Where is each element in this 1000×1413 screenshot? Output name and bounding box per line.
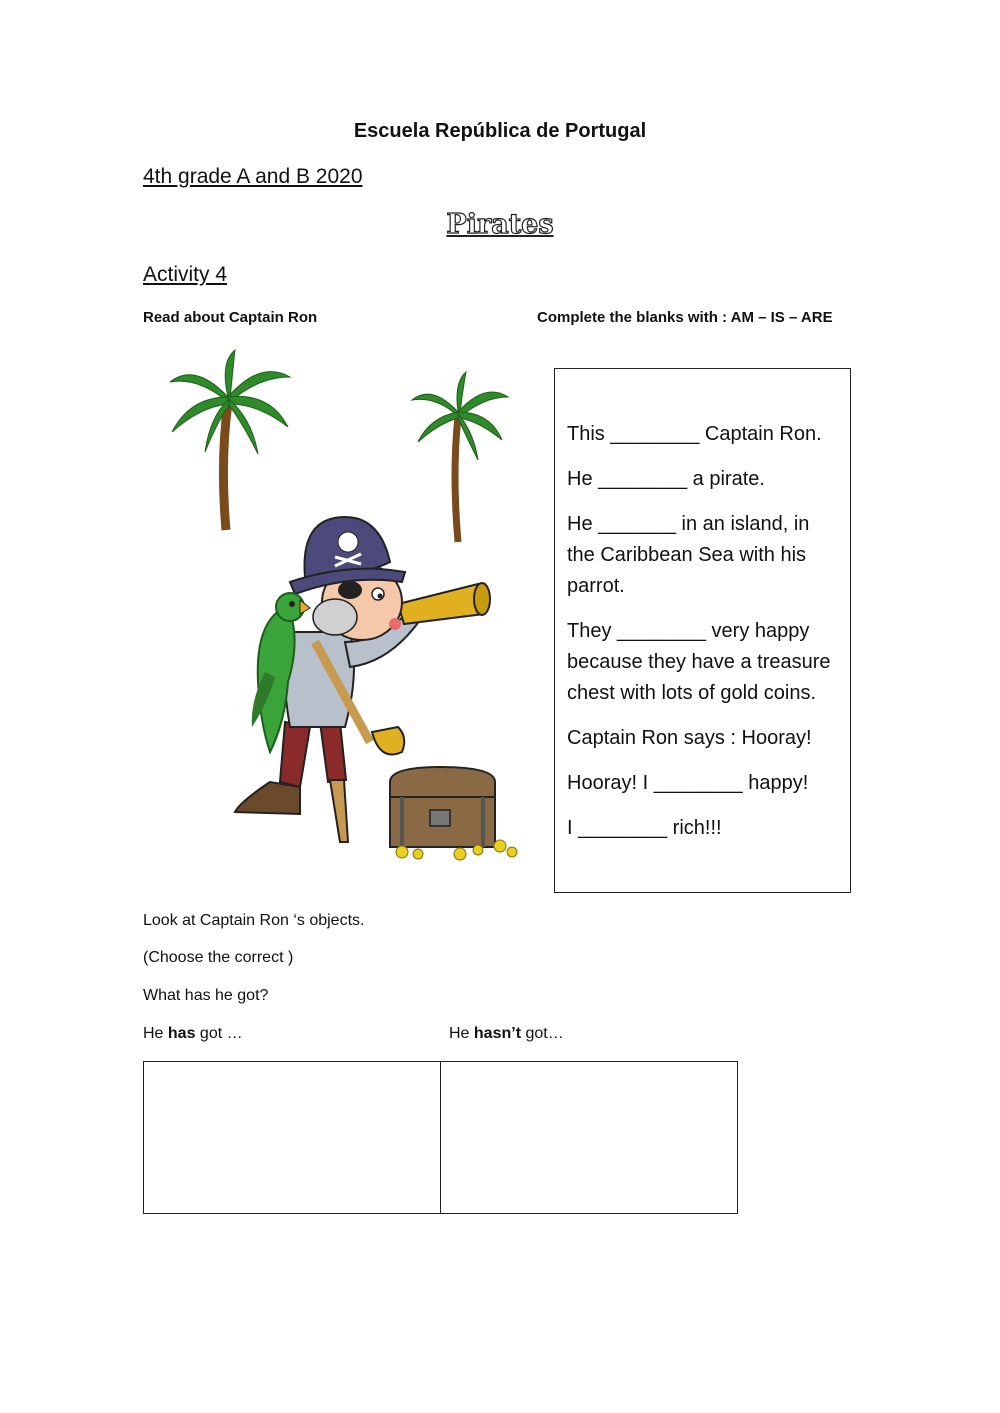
- fill-in-sentence[interactable]: This ________ Captain Ron.: [567, 423, 822, 445]
- objects-table: [143, 1061, 738, 1214]
- question-text: What has he got?: [143, 987, 269, 1004]
- fill-in-sentence[interactable]: I ________ rich!!!: [567, 817, 722, 839]
- fill-in-sentence[interactable]: Hooray! I ________ happy!: [567, 772, 809, 794]
- has-got-cell[interactable]: [144, 1062, 440, 1213]
- palm-tree-icon: [170, 350, 290, 530]
- hasnt-got-label: He hasn’t got…: [449, 1025, 564, 1042]
- look-instruction: Look at Captain Ron ‘s objects.: [143, 912, 365, 929]
- fill-in-box: [554, 368, 851, 893]
- grade-line: 4th grade A and B 2020: [143, 165, 363, 188]
- fill-in-sentence[interactable]: He _______ in an island, in the Caribbean Sea with his parrot.: [567, 513, 810, 597]
- hasnt-got-cell[interactable]: [440, 1062, 737, 1213]
- fill-in-sentence: Captain Ron says : Hooray!: [567, 727, 812, 749]
- treasure-chest-icon: [390, 767, 517, 860]
- palm-tree-icon: [412, 372, 508, 542]
- activity-label: Activity 4: [143, 263, 228, 286]
- complete-instruction: Complete the blanks with : AM – IS – ARE: [537, 309, 833, 326]
- fill-in-sentence[interactable]: They ________ very happy because they have a treasure chest with lots of gold coins.: [567, 620, 831, 704]
- has-got-label: He has got …: [143, 1025, 243, 1042]
- worksheet-title: Pirates: [446, 209, 554, 240]
- choose-instruction: (Choose the correct ): [143, 949, 294, 966]
- captain-ron-illustration: [140, 342, 535, 862]
- school-name: Escuela República de Portugal: [353, 120, 647, 142]
- read-instruction: Read about Captain Ron: [143, 309, 318, 326]
- fill-in-sentence[interactable]: He ________ a pirate.: [567, 468, 765, 490]
